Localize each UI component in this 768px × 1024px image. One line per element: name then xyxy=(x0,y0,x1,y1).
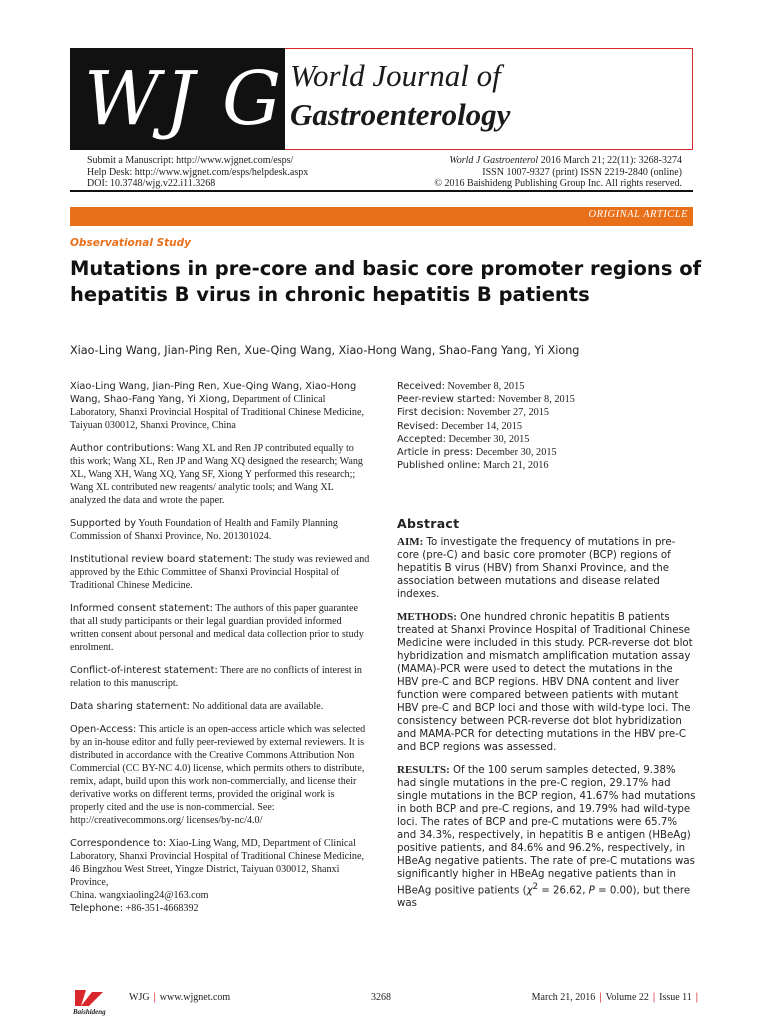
author-list: Xiao-Ling Wang, Jian-Ping Ren, Xue-Qing Wang, Xiao-Hong Wang, Shao-Fang Yang, Yi Xiong xyxy=(70,344,580,357)
abstract-body xyxy=(397,536,697,920)
footer-issue: Issue 11 xyxy=(659,992,692,1003)
date-revised: Revised: December 14, 2015 xyxy=(397,420,523,432)
citation-info xyxy=(434,155,682,190)
abstract-results: RESULTS: Of the 100 serum samples detected, 9.38% had single mutations in the pre-C region, 29.17% had single mutations in the BCP region, 41.67% had mutations in both BCP and pre-C regions, and 19.79% had wild-type loci. The rates of BCP and pre-C mutations were 65.7% and 34.3%, respectively, in hepatitis B e antigen (HBeAg) positive patients, and 84.6% and 96.2%, respectively, in HBeAg negative patients. The rate of pre-C mutations was significantly higher in HBeAg negative patients than in HBeAg positive patients ($\chi^2 = 26.62$, P = 0.00), but there was xyxy=(397,764,696,910)
funding: Supported by Youth Foundation of Health and Family Planning Commission of Shanxi Province, No. 201301024. xyxy=(70,518,338,542)
footer-date: March 21, 2016 xyxy=(531,992,596,1003)
logo-letter-w: W xyxy=(84,56,161,142)
date-first-decision: First decision: November 27, 2015 xyxy=(397,407,550,419)
article-title: Mutations in pre-core and basic core promoter regions of hepatitis B virus in chronic hepatitis B patients xyxy=(70,257,702,306)
helpdesk-link[interactable]: Help Desk: http://www.wjgnet.com/esps/helpdesk.aspx xyxy=(87,166,309,178)
date-in-press: Article in press: December 30, 2015 xyxy=(397,447,557,459)
header-divider xyxy=(70,190,693,192)
data-sharing-statement: Data sharing statement: No additional data are available. xyxy=(70,701,324,712)
section-label: Observational Study xyxy=(70,237,191,249)
journal-logo xyxy=(70,48,285,150)
issn: ISSN 1007-9327 (print) ISSN 2219-2840 (online) xyxy=(482,166,682,178)
article-type: ORIGINAL ARTICLE xyxy=(588,209,688,220)
footer-issue-info: March 21, 2016 | Volume 22 | Issue 11 | xyxy=(531,992,698,1003)
date-peer-review: Peer-review started: November 8, 2015 xyxy=(397,394,575,406)
submit-link[interactable]: Submit a Manuscript: http://www.wjgnet.com/esps/ xyxy=(87,155,294,166)
footer-volume: Volume 22 xyxy=(605,992,649,1003)
article-dates xyxy=(397,380,697,472)
abstract-heading: Abstract xyxy=(397,516,460,531)
open-access-statement: Open-Access: This article is an open-access article which was selected by an in-house editor and fully peer-reviewed by external reviewers. It is distributed in accordance with the Creative Commons Attribution Non Commercial (CC BY-NC 4.0) license, which permits others to distribute, remix, adapt, build upon this work non-commercially, and license their derivative works on different terms, provided the original work is properly cited and the use is non-commercial. See: http://creativecommons.org/ licenses/by-nc/4.0/ xyxy=(70,724,366,826)
footer-journal: WJG | www.wjgnet.com xyxy=(129,992,231,1003)
date-accepted: Accepted: December 30, 2015 xyxy=(397,433,530,445)
citation: World J Gastroenterol 2016 March 21; 22(11): 3268-3274 xyxy=(449,155,682,166)
abstract-methods: METHODS: One hundred chronic hepatitis B patients treated at Shanxi Province Hospital of Traditional Chinese Medicine were included in this study. PCR-reverse dot blot hybridization and mismatch amplification mutation assay (MAMA)-PCR were used to detect the mutations in the HBV pre-C and BCP regions. HBV DNA content and liver function were compared between patients with mutant HBV pre-C and BCP loci and those with wild-type loci. The consistency between PCR-reverse dot blot hybridization and MAMA-PCR for detecting mutations in the HBV pre-C and BCP regions was assessed. xyxy=(397,611,693,753)
email-link[interactable]: China. wangxiaoling24@163.com xyxy=(70,890,209,901)
affiliation: Xiao-Ling Wang, Jian-Ping Ren, Xue-Qing Wang, Xiao-Hong Wang, Shao-Fang Yang, Yi Xiong, Department of Clinical Laboratory, Shanxi Provincial Hospital of Traditional Chinese Medicine, Taiyuan 030012, Shanxi Province, China xyxy=(70,381,364,431)
journal-title-line1: World Journal of xyxy=(290,58,501,93)
author-contributions: Author contributions: Wang XL and Ren JP contributed equally to this work; Wang XL, Ren JP and Wang XQ designed the research; Wang XL, Wang XH, Wang XQ, Yang SF, Xiong Y performed this research;; Wang XL contributed new reagents/ analytic tools; and Wang XL analyzed the data and wrote the paper. xyxy=(70,443,363,506)
journal-title-line2: Gastroenterology xyxy=(290,97,511,132)
logo-letter-g: G xyxy=(222,56,282,142)
page-number: 3268 xyxy=(371,992,391,1003)
article-notes xyxy=(70,380,370,915)
date-received: Received: November 8, 2015 xyxy=(397,381,525,392)
correspondence: Correspondence to: Xiao-Ling Wang, MD, Department of Clinical Laboratory, Shanxi Provincial Hospital of Traditional Chinese Medicine, 46 Bingzhou West Street, Yingze District, Taiyuan 030012, Shanxi Province, China. wangxiaoling24@163.com Telephone: +86-351-4668392 xyxy=(70,838,364,914)
doi: DOI: 10.3748/wjg.v22.i11.3268 xyxy=(87,178,216,189)
consent-statement: Informed consent statement: The authors of this paper guarantee that all study participants or their legal guardian provided informed written consent about personal and medical data collection prior to study enrolment. xyxy=(70,603,364,653)
irb-statement: Institutional review board statement: The study was reviewed and approved by the Ethic Committee of Shanxi Provincial Hospital of Traditional Chinese Medicine. xyxy=(70,554,370,591)
footer-journal-abbrev: WJG xyxy=(129,992,150,1003)
publisher-logo xyxy=(72,988,106,1016)
submission-info xyxy=(87,155,308,190)
date-published: Published online: March 21, 2016 xyxy=(397,460,549,472)
logo-letter-j: J xyxy=(165,56,195,142)
copyright: © 2016 Baishideng Publishing Group Inc. All rights reserved. xyxy=(434,178,682,189)
abstract-aim: AIM: To investigate the frequency of mutations in pre-core (pre-C) and basic core promoter (BCP) regions of hepatitis B virus (HBV) from Shanxi Province, and the association between mutations and disease related indexes. xyxy=(397,536,676,600)
publisher-logo-text: Baishideng xyxy=(73,1008,106,1016)
coi-statement: Conflict-of-interest statement: There are no conflicts of interest in relation to this manuscript. xyxy=(70,665,362,689)
footer-url[interactable]: www.wjgnet.com xyxy=(159,992,231,1003)
